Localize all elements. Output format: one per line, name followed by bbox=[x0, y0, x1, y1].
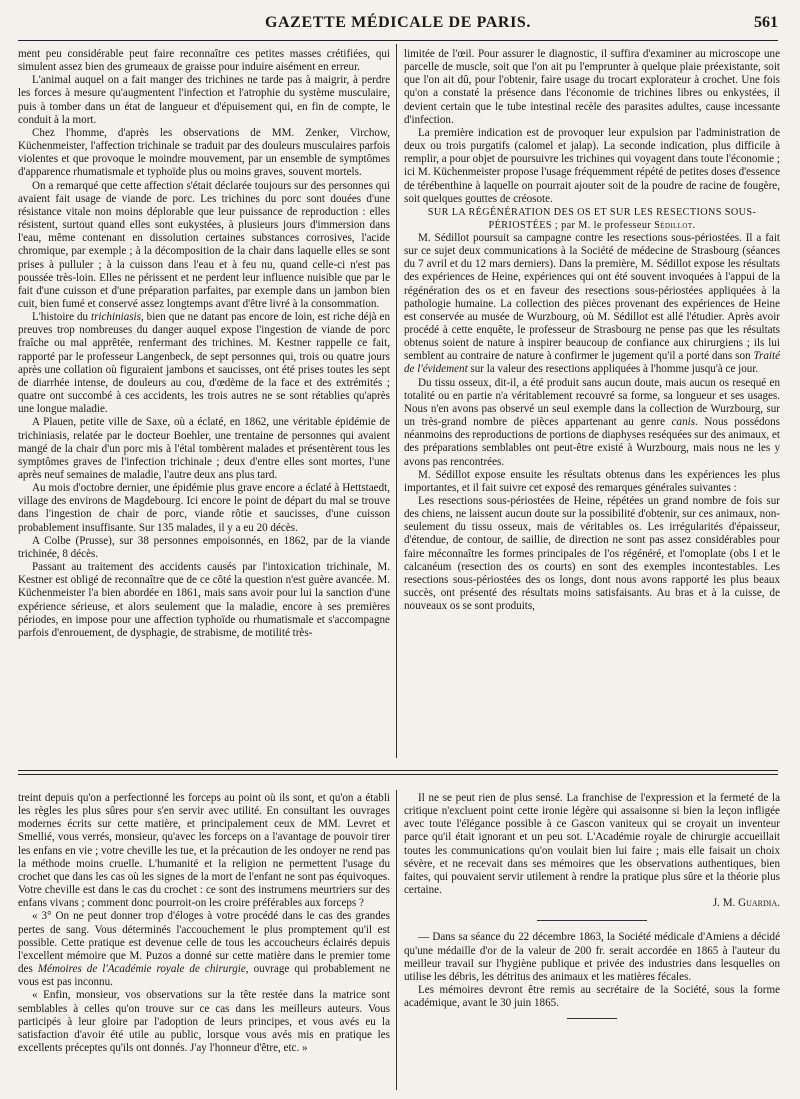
text-run: . Nous possédons néanmoins des reproductions de portions de diaphyses reséquées sur des animaux, et des préparations semblables ont peut-être existé à Wurzbourg, mais nous ne les y avons pas rencontrées. bbox=[404, 416, 780, 468]
text-run: L'histoire du bbox=[32, 311, 92, 324]
signature: J. M. Guardia. bbox=[712, 897, 780, 910]
divider bbox=[537, 920, 647, 921]
italic-title: Mémoires de l'Académie royale de chirurgie bbox=[37, 963, 246, 976]
journal-title: GAZETTE MÉDICALE DE PARIS. bbox=[264, 14, 531, 31]
section-title-line-2: PÉRIOSTÉES ; par M. le professeur bbox=[488, 219, 655, 231]
paragraph: Au mois d'octobre dernier, une épidémie plus grave encore a éclaté à Hettstaedt, village des environs de Magdebourg. Ici encore le point de départ du mal se trouve dans l'ingestion de chair de porc, viande rôtie et saucisses, d'une cuisson probablement insuffisante. Sur 135 malades, il y a eu 20 décès. bbox=[18, 482, 390, 534]
text-run: , ouvrage qui probablement ne vous est pas inconnu. bbox=[18, 963, 390, 989]
paragraph: La première indication est de provoquer leur expulsion par l'administration de deux ou trois purgatifs (calomel et jalap). La seconde indication, plus difficile à remplir, a pour objet de poursuivre les trichines qui voyagent dans toute l'économie ; ici M. Küchenmeister propose l'usage fréquemment répété de petites doses d'essence de térébenthine à laquelle on pourrait ajouter soit de la poudre de racine de fougère, soit quelques gouttes de créosote. bbox=[404, 126, 780, 205]
text-run: , bien que ne datant pas encore de loin, est riche déjà en preuves trop nombreuses du danger auquel expose l'ingestion de viande de porc fraîche ou mal apprêtée, renfermant des trichines. M. Kestner rappelle ce fait, rapporté par le professeur Langenbeck, de sept personnes qui, trois ou quatre jours après une collation où figuraient jambons et saucisses, ont été prises toutes les sept de diarrhée intense, de douleurs au cou, d'œdème de la face et des extrémités ; quatre ont succombé à ces accidents, les trois autres ne se sont rétablies qu'après une longue maladie. bbox=[18, 311, 390, 416]
paragraph: treint depuis qu'on a perfectionné les forceps au point où ils sont, et qu'on a établi les règles les plus sûres pour s'en servir avec utilité. En consultant les ouvrages modernes écrits sur cette matière, et principalement ceux de MM. Levret et Smellié, vous verrés, monsieur, qu'avec les forceps on a l'avantage de pouvoir tirer les enfans en vie ; votre cheville les tue, et la précaution de les ondoyer ne rend pas la méthode moins cruelle. L'humanité et la religion ne permettent l'usage du crochet que dans les cas où les signes de la mort de l'enfant ne sont pas équivoques. Votre cheville est dans le cas du crochet : ce sont des instrumens meurtriers sur des enfans vivans ; comment donc pourroit-on les croire préférables aux forceps ? bbox=[18, 792, 390, 910]
paragraph: Les mémoires devront être remis au secrétaire de la Société, sous la forme académique, avant le 30 juin 1865. bbox=[404, 984, 780, 1010]
paragraph: « Enfin, monsieur, vos observations sur la tête restée dans la matrice sont semblables à celles qu'on trouve sur ce cas dans les meilleurs auteurs. Vous participés à leur gloire par l'adoption de leurs principes, et vous avés eu la satisfaction d'avoir été utile au public, lorsque vous avés mis en pratique les excellents préceptes qu'ils ont donnés. J'ay l'honneur d'être, etc. » bbox=[18, 989, 390, 1054]
divider bbox=[567, 1018, 617, 1019]
page-number: 561 bbox=[754, 14, 778, 31]
paragraph bbox=[404, 377, 780, 469]
paragraph bbox=[18, 910, 390, 989]
paragraph: M. Sédillot expose ensuite les résultats obtenus dans les expériences les plus importantes, et il fait suivre cet exposé des remarques générales suivantes : bbox=[404, 468, 780, 494]
paragraph: L'animal auquel on a fait manger des trichines ne tarde pas à maigrir, à perdre les forces à mesure qu'augmentent l'infection et l'atrophie du système musculaire, puis à tomber dans un état de langueur et d'épuisement qui, en fin de compte, le conduit à la mort. bbox=[18, 74, 390, 126]
column-top-right bbox=[404, 48, 780, 756]
section-title bbox=[404, 206, 780, 232]
paragraph: A Colbe (Prusse), sur 38 personnes empoisonnés, en 1862, par de la viande trichinée, 8 décès. bbox=[18, 534, 390, 560]
section-author: Sédillot bbox=[654, 219, 693, 231]
paragraph: Passant au traitement des accidents causés par l'intoxication trichinale, M. Kestner est obligé de reconnaître que de ce côté la question n'est guère avancée. M. Küchenmeister l'a bien abordée en 1861, mais sans avoir pour lui la sanction d'une expérience sérieuse, et alors seulement que la maladie, encore à ses premières périodes, en impose pour une affection typhoïde ou rhumatismale et s'accompagne parfois d'enrouement, de dysphagie, de strabisme, de motilité très- bbox=[18, 561, 390, 639]
text-run: M. Sédillot poursuit sa campagne contre les resections sous-périostées. Il a fait sur ce sujet deux communications à la Société de médecine de Strasbourg (séances du 7 avril et du 12 mars derniers). Dans la première, M. Sédillot expose les résultats des expériences de Heine, expériences qui ont été souvent invoquées à l'appui de la régénération des os et en faveur des resections sous-périostées appliquées à la pathologie humaine. La collection des pièces provenant des expériences de Heine est conservée au musée de Wurzbourg, où M. Sédillot est allé l'étudier. Après avoir procédé à cette enquête, le professeur de Strasbourg ne pense pas que les résultats obtenus soient de nature à inspirer beaucoup de confiance aux chirurgiens ; ils lui semblent au contraire de nature à confirmer le jugement qu'il a porté dans son bbox=[404, 231, 780, 363]
text-run: « 3° On ne peut donner trop d'éloges à votre procédé dans le cas des grandes pertes de sang. Vous déterminés l'accouchement le plus promptement qu'il est possible. Cette pratique est devenue celle de tous les accoucheurs éclairés depuis l'excellent mémoire que M. Puzos a donné sur cette matière dans le premier tome des bbox=[18, 910, 390, 976]
section-title-end: . bbox=[692, 219, 696, 231]
page-header bbox=[18, 12, 778, 41]
paragraph: On a remarqué que cette affection s'était déclarée toujours sur des personnes qui avaient fait usage de viande de porc. Les trichines du porc sont douées d'une résistance vitale non moins déplorable que leur puissance de reproduction : elles résistent, surtout quand elles sont eukystées, à plusieurs jours d'immersion dans l'eau, même contenant en dissolution certaines substances corrosives, l'acide chromique, par exemple ; à la décomposition de la chair dans laquelle elles se sont prises à pulluler ; à la cuisson dans l'eau et à feu nu, quand celle-ci n'est pas poussée très-loin. Elles ne périssent et ne perdent leur influence nuisible que par le fait d'une cuisson et d'une préparation parfaites, par exemple dans un jambon bien cuit, bien fumé et conservé assez longtemps avant d'être livré à la consommation. bbox=[18, 179, 390, 310]
section-title-line-1: SUR LA RÉGÉNÉRATION DES OS ET SUR LES RESECTIONS SOUS- bbox=[427, 206, 757, 218]
paragraph: limitée de l'œil. Pour assurer le diagnostic, il suffira d'examiner au microscope une parcelle de muscle, soit que l'on ait pu l'emprunter à quelque plaie préexistante, soit que l'on ait dû, pour l'obtenir, faire usage du trocart explorateur à crochet. Une fois qu'on a constaté la présence dans l'économie de trichines libres ou enkystées, il devient certain que le tube intestinal recèle des parasites adultes, cause incessante d'infection. bbox=[404, 48, 780, 126]
italic-term: canis bbox=[671, 416, 696, 429]
text-run: Du tissu osseux, dit-il, a été produit sans aucun doute, mais aucun os resequé en totalité ou en partie n'a véritablement recouvré sa forme, sa longueur et ses usages. Nous n'en avons pas observé un seul exemple dans la collection de Wurzbourg, sur un très-grand nombre de pièces appartenant au genre bbox=[404, 376, 780, 429]
column-bottom-right bbox=[404, 792, 780, 1092]
paragraph: A Plauen, petite ville de Saxe, où a éclaté, en 1862, une véritable épidémie de trichiniasis, relatée par le docteur Boehler, une trentaine de personnes qui avaient mangé de la chair d'un porc mis à l'étal tombèrent malades et présentèrent tous les symptômes graves de l'infection trichinale ; deux d'entre elles sont mortes, l'une après neuf semaines de maladie, l'autre deux ans plus tard. bbox=[18, 416, 390, 481]
paragraph: Chez l'homme, d'après les observations de MM. Zenker, Virchow, Küchenmeister, l'affection trichinale se traduit par des douleurs musculaires parfois violentes et que provoque le moindre mouvement, par un ensemble de symptômes d'apparence rhumatismale et typhoïde plus ou moins graves, souvent mortels. bbox=[18, 126, 390, 179]
column-bottom-left bbox=[18, 792, 390, 1092]
paragraph: Il ne se peut rien de plus sensé. La franchise de l'expression et la fermeté de la critique n'excluent point cette ironie légère qui assaisonne si bien la leçon infligée avec toute l'élégance possible à ce Gascon vaniteux qui se croyait un inventeur parce qu'il était ignorant et un peu sot. L'Académie royale de chirurgie accueillait toutes les communications qu'on voulait bien lui faire ; mais elle faisait un choix sévère, et ne recevait dans ses mémoires que les observations authentiques, bien faites, qui pouvaient servir utilement à rendre la pratique plus sûre et la théorie plus certaine. bbox=[404, 792, 780, 897]
italic-term: trichiniasis bbox=[91, 311, 141, 324]
column-top-left bbox=[18, 48, 390, 756]
italic-title: Traité de l'évidement bbox=[404, 350, 780, 376]
feuilleton-separator bbox=[18, 770, 778, 775]
paragraph bbox=[404, 232, 780, 377]
paragraph bbox=[18, 311, 390, 416]
paragraph: Les resections sous-périostées de Heine, répétées un grand nombre de fois sur des chiens, ne laissent aucun doute sur la possibilité d'obtenir, sur ces animaux, non-seulement du tissu osseux, mais de véritables os. Les irrégularités d'épaisseur, d'étendue, de contour, de saillie, de direction ne sont pas assez considérables pour faire méconnaître les formes principales de l'os régénéré, et l'omoplate (obs I et le calcanéum (resection des os courts) en sont des exemples incontestables. Les resections sous-périostées des os longs, dont nous avons rapporté les plus beaux succès, ont présenté des résultats moins satisfaisants. Au bras et à la cuisse, de nouveaux os se sont produits, bbox=[404, 495, 780, 613]
paragraph: ment peu considérable peut faire reconnaître ces petites masses crétifiées, qui simulent assez bien des grumeaux de graisse pour induire aisément en erreur. bbox=[18, 48, 390, 74]
column-divider-top bbox=[396, 44, 397, 758]
column-divider-bottom bbox=[396, 790, 397, 1090]
text-run: sur la valeur des resections appliquées à l'homme jusqu'à ce jour. bbox=[467, 363, 759, 376]
paragraph: — Dans sa séance du 22 décembre 1863, la Société médicale d'Amiens a décidé qu'une médaille d'or de la valeur de 200 fr. serait accordée en 1865 à l'auteur du meilleur travail sur l'hygiène publique et privée des industries dans lesquelles on utilise les débris, les détritus des animaux et les matières fécales. bbox=[404, 931, 780, 983]
